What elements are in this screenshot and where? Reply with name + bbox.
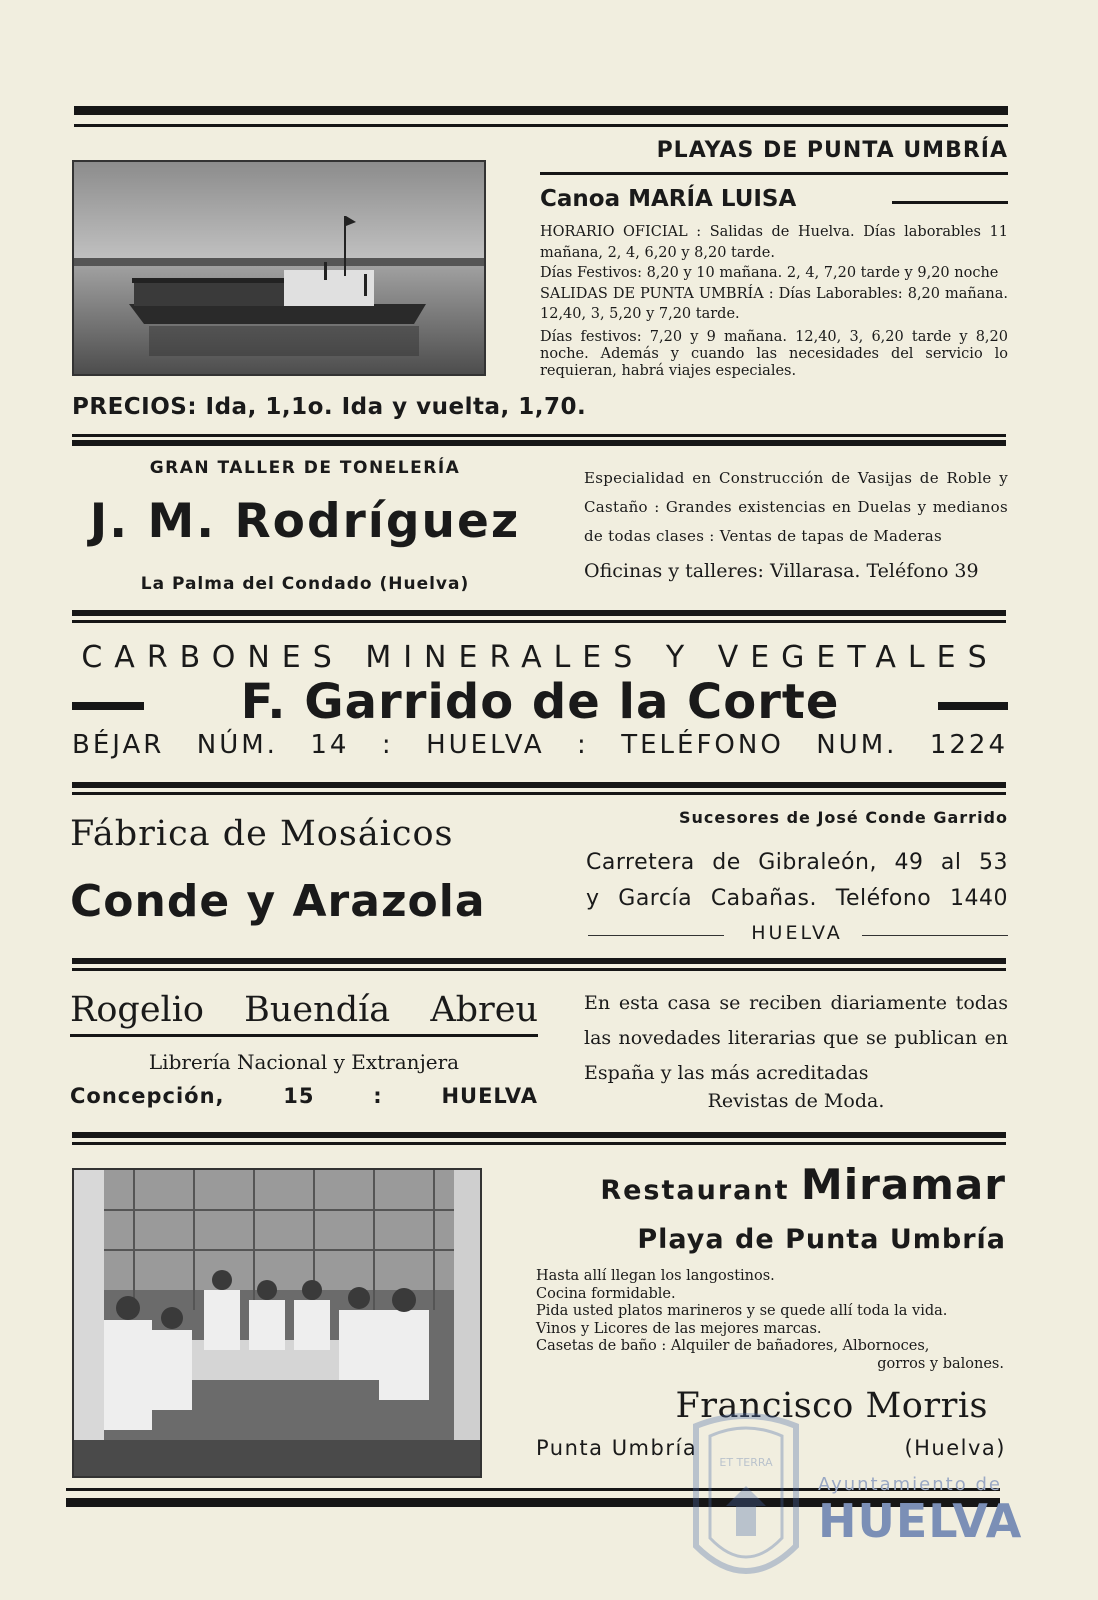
rule-top-thick xyxy=(74,106,1008,115)
libreria-type: Librería Nacional y Extranjera xyxy=(148,1050,460,1074)
schedule-text xyxy=(540,222,1008,380)
restaurant-location-right: (Huelva) xyxy=(904,1436,1006,1460)
rule-s5-thin xyxy=(72,968,1006,971)
watermark-small: Ayuntamiento de xyxy=(818,1474,1002,1495)
prices: PRECIOS: Ida, 1,1o. Ida y vuelta, 1,70. xyxy=(72,394,587,420)
carbones-address: BÉJAR NÚM. 14 : HUELVA : TELÉFONO NUM. 1224 xyxy=(72,730,1008,760)
rule-s2-thick xyxy=(72,440,1006,446)
mosaicos-successors: Sucesores de José Conde Garrido xyxy=(678,808,1008,827)
boat-title: Canoa MARÍA LUISA xyxy=(540,186,797,212)
toneleria-name: J. M. Rodríguez xyxy=(89,494,521,549)
schedule-line: SALIDAS DE PUNTA UMBRÍA : Días Laborables: 8,20 mañana. 12,40, 3, 5,20 y 7,20 tarde. xyxy=(540,285,1008,322)
rule-s4-thin xyxy=(72,792,1006,795)
restaurant-line: Pida usted platos marineros y se quede allí toda la vida. xyxy=(536,1303,948,1319)
libreria-address: Concepción, 15 : HUELVA xyxy=(70,1084,538,1108)
schedule-line: Días Festivos: 8,20 y 10 mañana. 2, 4, 7,20 tarde y 9,20 noche xyxy=(540,265,999,281)
mosaicos-city: HUELVA xyxy=(751,922,843,944)
seal-text: ET TERRA xyxy=(719,1456,773,1469)
rule-s6-thick xyxy=(72,1132,1006,1138)
rule-s4-thick xyxy=(72,782,1006,788)
restaurant-line: Hasta allí llegan los langostinos. xyxy=(536,1268,775,1284)
restaurant-line: Cocina formidable. xyxy=(536,1285,676,1302)
toneleria-top: GRAN TALLER DE TONELERÍA xyxy=(149,458,461,478)
restaurant-owner: Francisco Morris xyxy=(675,1386,988,1426)
libreria-name: Rogelio Buendía Abreu xyxy=(70,990,538,1030)
carbones-top: CARBONES MINERALES Y VEGETALES xyxy=(81,640,999,675)
rule-s3-thick xyxy=(72,610,1006,616)
libreria-name-underline xyxy=(70,1034,538,1037)
rule-top-thin xyxy=(74,124,1008,127)
restaurant-title xyxy=(536,1160,1006,1209)
restaurant-title-big: Miramar xyxy=(800,1160,1006,1209)
toneleria-place: La Palma del Condado (Huelva) xyxy=(140,574,470,594)
mosaicos-name: Conde y Arazola xyxy=(70,876,486,927)
rule-s1-heading xyxy=(540,172,1008,175)
restaurant-line: Casetas de baño : Alquiler de bañadores, Albornoces, xyxy=(536,1338,930,1354)
mosaicos-address-line-1: Carretera de Gibraleón, 49 al 53 xyxy=(586,850,1008,875)
libreria-description-end: Revistas de Moda. xyxy=(707,1090,885,1112)
watermark-big: HUELVA xyxy=(818,1494,1023,1548)
playas-heading: PLAYAS DE PUNTA UMBRÍA xyxy=(656,138,1008,163)
rule-s3-thin xyxy=(72,620,1006,623)
rule-s5-thick xyxy=(72,958,1006,964)
restaurant-description xyxy=(536,1268,1004,1373)
boat-title-line xyxy=(892,201,1008,204)
rule-s6-thin xyxy=(72,1142,1006,1145)
toneleria-description: Especialidad en Construcción de Vasijas de Roble y Castaño : Grandes existencias en Duelas y medianos de todas clases : Ventas de tapas de Maderas xyxy=(584,469,1008,545)
schedule-line: Días festivos: 7,20 y 9 mañana. 12,40, 3, 6,20 tarde y 8,20 noche. Además y cuando las necesidades del servicio lo requieran, habrá viajes especiales. xyxy=(540,328,1008,379)
boat-photo xyxy=(72,160,486,376)
restaurant-subtitle: Playa de Punta Umbría xyxy=(637,1224,1006,1255)
restaurant-line: gorros y balones. xyxy=(877,1355,1004,1372)
restaurant-line: Vinos y Licores de las mejores marcas. xyxy=(536,1320,822,1337)
restaurant-title-small: Restaurant xyxy=(600,1175,790,1206)
libreria-description: En esta casa se reciben diariamente todas las novedades literarias que se publican en España y las más acreditadas xyxy=(584,992,1008,1084)
carbones-name: F. Garrido de la Corte xyxy=(240,674,840,730)
restaurant-illustration xyxy=(74,1170,482,1478)
mosaicos-address-line-2: y García Cabañas. Teléfono 1440 xyxy=(586,886,1008,911)
boat-illustration xyxy=(74,162,486,376)
mosaicos-fabrica: Fábrica de Mosáicos xyxy=(70,814,454,854)
toneleria-office: Oficinas y talleres: Villarasa. Teléfono 39 xyxy=(584,560,979,582)
restaurant-location-left: Punta Umbría xyxy=(536,1436,698,1460)
restaurant-photo xyxy=(72,1168,482,1478)
rule-s2-top xyxy=(72,434,1006,437)
schedule-line: HORARIO OFICIAL : Salidas de Huelva. Días laborables 11 mañana, 2, 4, 6,20 y 8,20 tarde. xyxy=(540,224,1008,261)
